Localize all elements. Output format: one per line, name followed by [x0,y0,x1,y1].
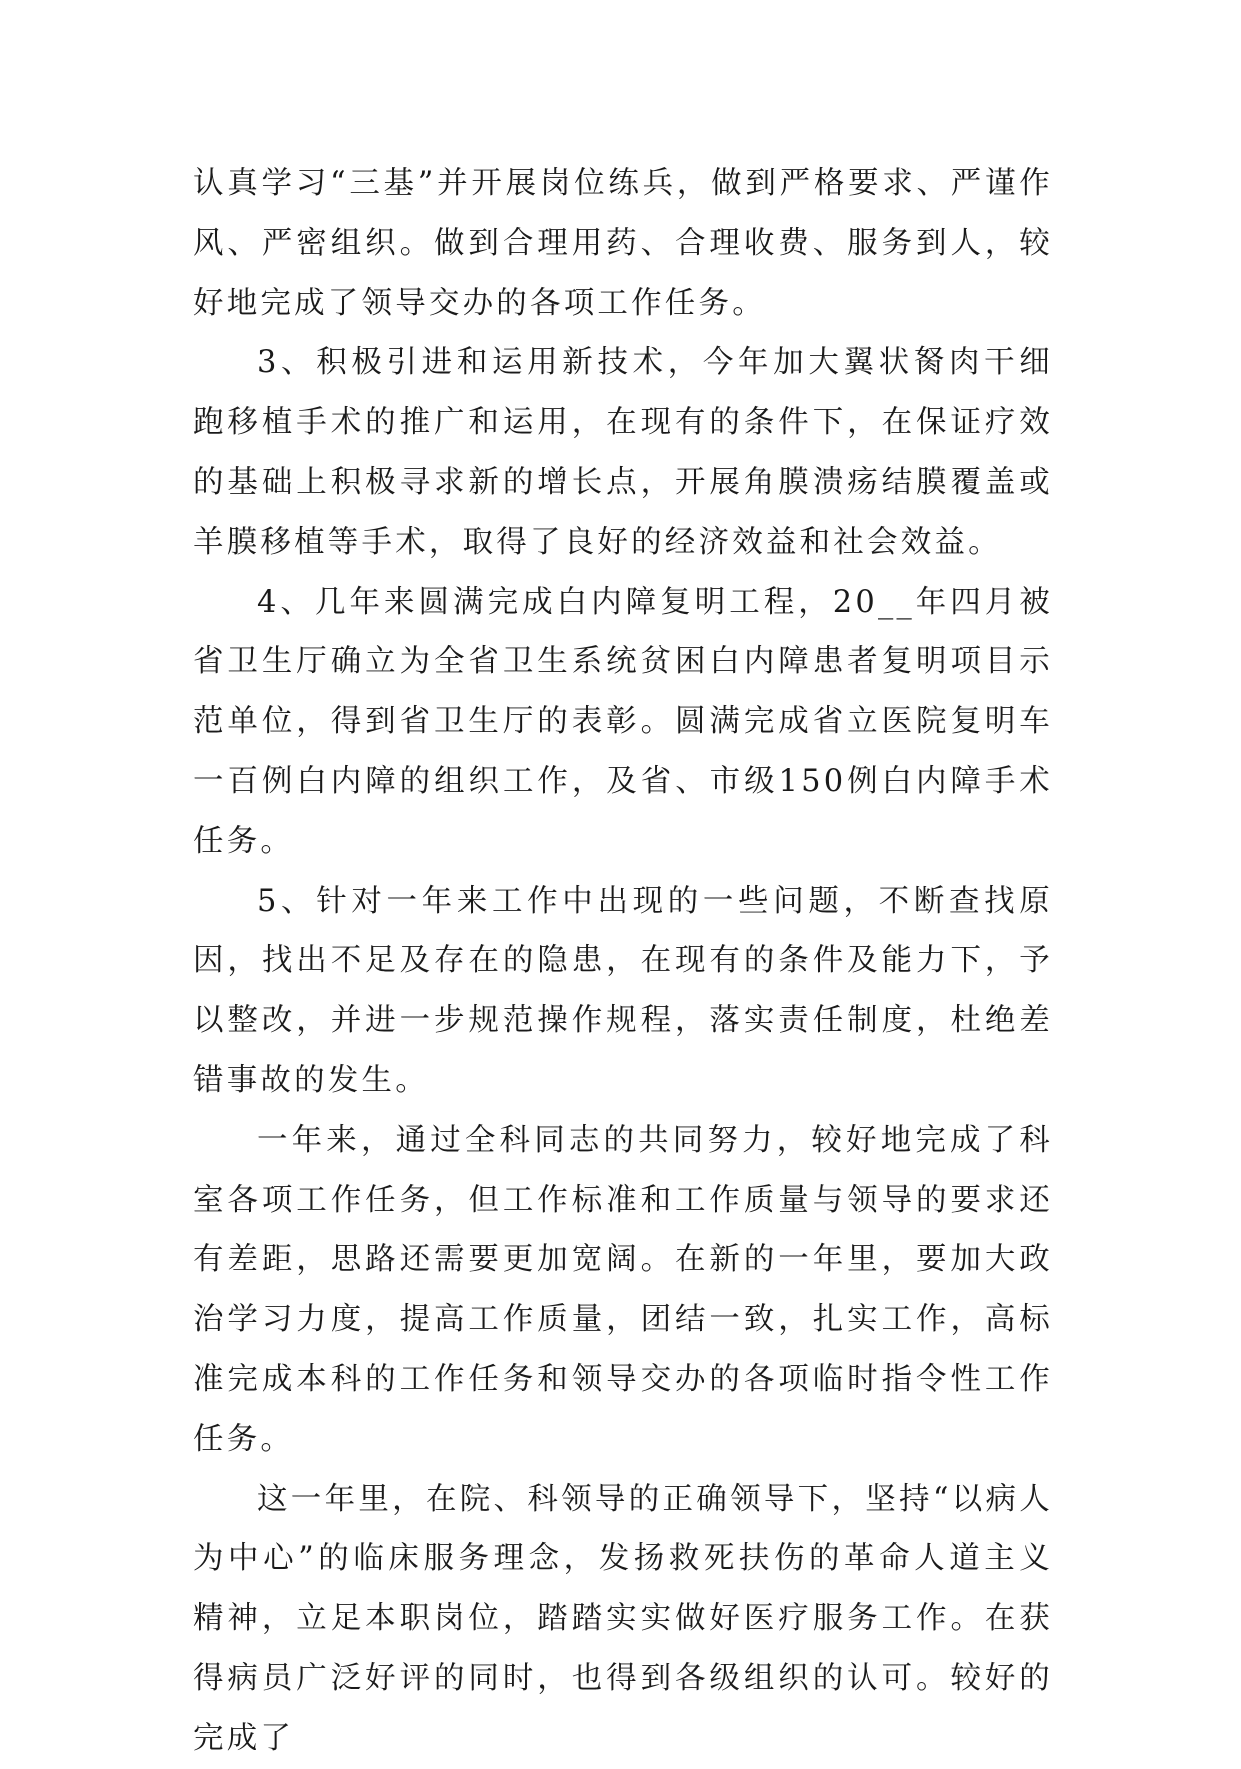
document-body [193,154,1053,1769]
paragraph-item-3: 3、积极引进和运用新技术，今年加大翼状胬肉干细跑移植手术的推广和运用，在现有的条件下，在保证疗效的基础上积极寻求新的增长点，开展角膜溃疡结膜覆盖或羊膜移植等手术，取得了良好的经济效益和社会效益。 [193,345,1053,560]
paragraph-continuation: 认真学习“三基”并开展岗位练兵，做到严格要求、严谨作风、严密组织。做到合理用药、合理收费、服务到人，较好地完成了领导交办的各项工作任务。 [193,166,1053,321]
paragraph-item-5: 5、针对一年来工作中出现的一些问题，不断查找原因，找出不足及存在的隐患，在现有的条件及能力下，予以整改，并进一步规范操作规程，落实责任制度，杜绝差错事故的发生。 [193,883,1053,1098]
paragraph-closing: 这一年里，在院、科领导的正确领导下，坚持“以病人为中心”的临床服务理念，发扬救死扶伤的革命人道主义精神，立足本职岗位，踏踏实实做好医疗服务工作。在获得病员广泛好评的同时，也得到各级组织的认可。较好的完成了 [193,1481,1053,1756]
paragraph-item-4: 4、几年来圆满完成白内障复明工程，20__年四月被省卫生厅确立为全省卫生系统贫困白内障患者复明项目示范单位，得到省卫生厅的表彰。圆满完成省立医院复明车一百例白内障的组织工作，及省、市级150例白内障手术任务。 [193,584,1053,859]
paragraph-summary: 一年来，通过全科同志的共同努力，较好地完成了科室各项工作任务，但工作标准和工作质量与领导的要求还有差距，思路还需要更加宽阔。在新的一年里，要加大政治学习力度，提高工作质量，团结一致，扎实工作，高标准完成本科的工作任务和领导交办的各项临时指令性工作任务。 [193,1122,1053,1457]
